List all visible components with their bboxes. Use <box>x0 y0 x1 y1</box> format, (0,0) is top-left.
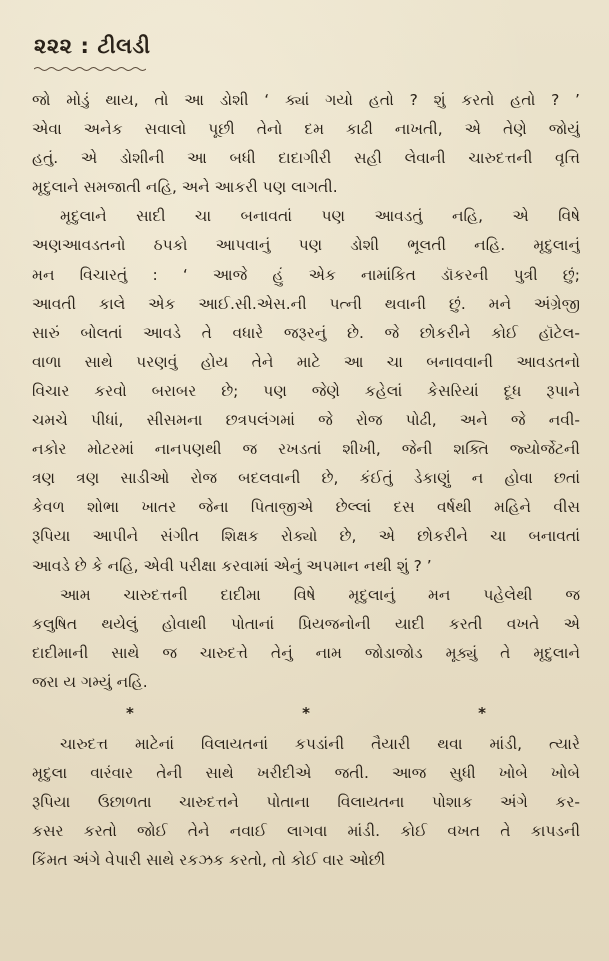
text-line: કેવળ શોભા ખાતર જેના પિતાજીએ છેલ્લાં દસ વર્ષથી મહિને વીસ <box>32 498 580 517</box>
text-line: આવતી કાલે એક આઈ.સી.એસ.ની પત્ની થવાની છું. મને અંગ્રેજી <box>32 294 580 313</box>
text-line: વિચાર કરવો બરાબર છે; પણ જેણે કહેલાં કેસરિયાં દૂધ રૂપાને <box>32 381 580 400</box>
paragraph <box>32 730 580 875</box>
text-line: ચારુદત્ત માટેનાં વિલાયતનાં કપડાંની તૈયારી થવા માંડી, ત્યારે <box>60 734 580 753</box>
text-line: ચમચે પીધાં, સીસમના છત્રપલંગમાં જે રોજ પોઢી, અને જે નવી- <box>32 411 580 430</box>
section-asterisk: * <box>126 703 134 722</box>
text-line: મૃદુલા વારંવાર તેની સાથે ખરીદીએ જતી. આજ સુધી ખોબે ખોબે <box>32 764 580 783</box>
text-line: આવડે છે કે નહિ, એવી પરીક્ષા કરવામાં એનું અપમાન નથી શું ? ’ <box>32 556 432 575</box>
text-line: કસર કરતો જોઈ તેને નવાઈ લાગવા માંડી. કોઈ વખત તે કાપડની <box>32 822 580 841</box>
book-title: ટીલડી <box>97 34 151 58</box>
paragraph <box>32 202 580 580</box>
body-text <box>32 86 580 875</box>
text-line: વાળા સાથે પરણવું હોય તેને માટે આ ચા બનાવવાની આવડતનો <box>32 352 580 371</box>
text-line: મન વિચારતું : ‘ આજે હું એક નામાંકિત ડૉકરની પુત્રી છું; <box>32 265 580 284</box>
header-wavy-rule <box>34 66 146 72</box>
text-line: આમ ચારુદત્તની દાદીમા વિષે મૃદુલાનું મન પહેલેથી જ <box>60 585 580 604</box>
text-line: દાદીમાની સાથે જ ચારુદત્તે તેનું નામ જોડાજોડ મૂક્યું તે મૃદુલાને <box>32 643 580 662</box>
text-line: જરા ય ગમ્યું નહિ. <box>32 672 148 691</box>
section-asterisk: * <box>478 703 486 722</box>
text-line: મૃદુલાને સમજાતી નહિ, અને આકરી પણ લાગતી. <box>32 178 338 197</box>
text-line: સારું બોલતાં આવડે તે વધારે જરૂરનું છે. જે છોકરીને કોઈ હૉટેલ- <box>32 323 580 342</box>
text-line: અણઆવડતનો ઠપકો આપવાનું પણ ડોશી ભૂલતી નહિ. મૃદુલાનું <box>32 236 580 255</box>
section-asterisk: * <box>302 703 310 722</box>
paragraph <box>32 581 580 697</box>
text-line: મૃદુલાને સાદી ચા બનાવતાં પણ આવડતું નહિ, એ વિષે <box>60 207 580 226</box>
text-line: રૂપિયા ઉછાળતા ચારુદત્તને પોતાના વિલાયતના પોશાક અંગે કર- <box>32 793 580 812</box>
text-line: નકોર મોટરમાં નાનપણથી જ રખડતાં શીખી, જેની શક્તિ જ્યોર્જેટની <box>32 440 580 459</box>
running-header <box>34 34 151 59</box>
text-line: કિંમત અંગે વેપારી સાથે રકઝક કરતો, તો કોઈ વાર ઓછી <box>32 851 386 870</box>
text-line: રૂપિયા આપીને સંગીત શિક્ષક રોક્યો છે, એ છોકરીને ચા બનાવતાં <box>32 527 580 546</box>
page-number: ૨૨૨ <box>34 34 73 58</box>
text-line: એવા અનેક સવાલો પૂછી તેનો દમ કાઢી નાખતી, એ તેણે જોયું <box>32 120 580 139</box>
text-line: જો મોડું થાય, તો આ ડોશી ‘ ક્યાં ગયો હતો ? શું કરતો હતો ? ’ <box>32 91 580 109</box>
text-line: ત્રણ ત્રણ સાડીઓ રોજ બદલવાની છે, કંઈતું ડેકાણું ન હોવા છતાં <box>32 469 580 488</box>
paragraph <box>32 86 580 202</box>
text-line: કલુષિત થયેલું હોવાથી પોતાનાં પ્રિયજનોની યાદી કરતી વખતે એ <box>32 614 580 633</box>
header-separator: : <box>80 34 90 58</box>
section-break <box>126 699 486 728</box>
text-line: હતું. એ ડોશીની આ બધી દાદાગીરી સહી લેવાની ચારુદત્તની વૃત્તિ <box>32 149 580 168</box>
